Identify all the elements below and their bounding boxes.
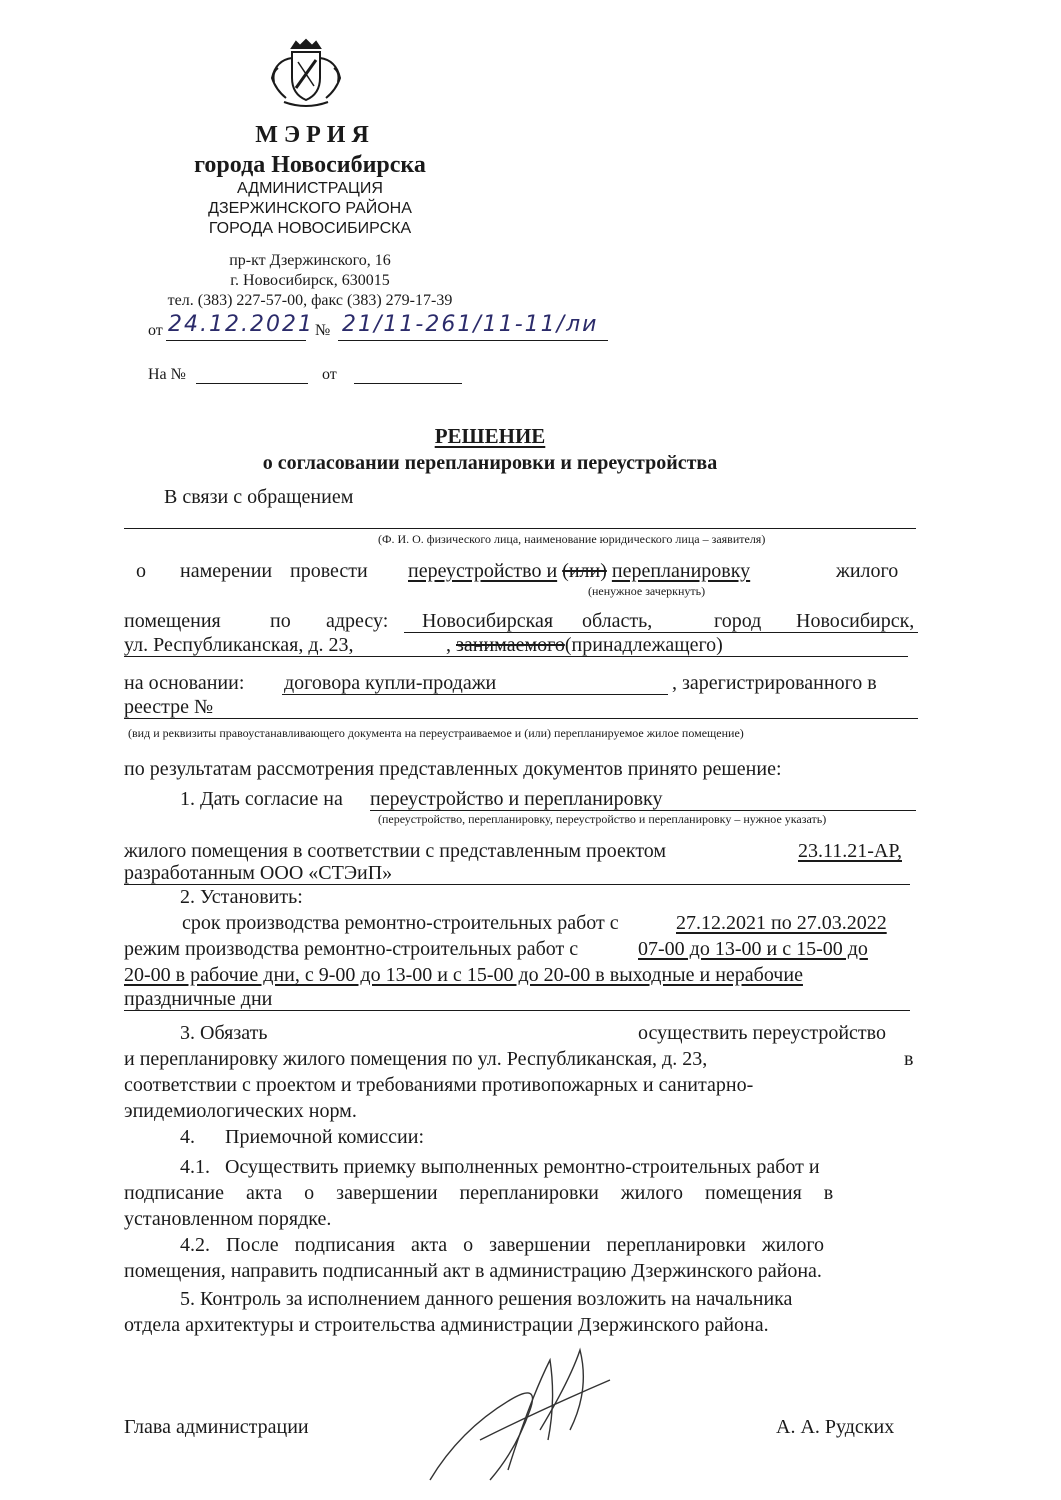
- intent-work-a: переустройство и: [408, 560, 558, 582]
- p41-line-1: 4.1. Осуществить приемку выполненных ремонтно-строительных работ и: [180, 1156, 820, 1178]
- p2-mode-value-2: 20-00 в рабочие дни, с 9-00 до 13-00 и с 15-00 до 20-00 в выходные и нерабочие: [124, 964, 803, 986]
- intent-work-strike: (или): [562, 560, 607, 582]
- p42-line-1: 4.2. После подписания акта о завершении перепланировки жилого: [180, 1234, 825, 1256]
- basis-caption: (вид и реквизиты правоустанавливающего документа на переустраиваемое и (или) перепланируемое жилое помещение): [128, 726, 744, 740]
- p3-line-3: соответствии с проектом и требованиями противопожарных и санитарно-: [124, 1074, 754, 1096]
- signatory-position: Глава администрации: [124, 1416, 309, 1438]
- addr-line-2: ул. Республиканская, д. 23,: [124, 634, 354, 656]
- p2-mode-label: режим производства ремонтно-строительных работ с: [124, 938, 579, 960]
- addr-owned: (принадлежащего): [564, 634, 723, 656]
- number-prefix: №: [315, 322, 331, 339]
- document-title: [0, 424, 980, 449]
- admin-line-3: ГОРОДА НОВОСИБИРСКА: [208, 220, 412, 237]
- p1-value: переустройство и перепланировку: [370, 788, 663, 810]
- ref-prefix: На №: [148, 366, 186, 383]
- addr-value-3: город: [714, 610, 762, 632]
- p2-mode-value-3: праздничные дни: [124, 988, 273, 1010]
- p2-term-label: срок производства ремонтно-строительных работ с: [182, 912, 619, 934]
- address-line-2: г. Новосибирск, 630015: [230, 272, 390, 289]
- addr-label-2: по: [270, 610, 291, 632]
- p3-line-2b: в: [904, 1048, 914, 1070]
- p5-line-2: отдела архитектуры и строительства администрации Дзержинского района.: [124, 1314, 769, 1336]
- registry-label: реестре №: [124, 696, 214, 718]
- p4-label: 4. Приемочной комиссии:: [180, 1126, 425, 1148]
- p1-developer: разработанным ООО «СТЭиП»: [124, 862, 393, 884]
- intro-text: В связи с обращением: [164, 486, 354, 508]
- org-city: города Новосибирска: [194, 152, 426, 178]
- admin-line-2: ДЗЕРЖИНСКОГО РАЙОНА: [208, 200, 412, 217]
- address-line-1: пр-кт Дзержинского, 16: [229, 252, 391, 269]
- basis-tail: , зарегистрированного в: [672, 672, 877, 694]
- addr-label-1: помещения: [124, 610, 221, 632]
- signatory-name: А. А. Рудских: [776, 1416, 895, 1438]
- intent-word-1: о: [136, 560, 146, 582]
- org-title: МЭРИЯ: [255, 122, 375, 148]
- p3-line-4: эпидемиологических норм.: [124, 1100, 357, 1122]
- handwritten-signature: [420, 1340, 620, 1490]
- intent-tail: жилого: [836, 560, 899, 582]
- addr-strike: занимаемого: [456, 634, 565, 656]
- number-value: 21/11-261/11-11/ли: [342, 312, 599, 337]
- title-main: РЕШЕНИЕ: [434, 424, 546, 448]
- addr-value-1: Новосибирская: [422, 610, 554, 632]
- applicant-caption: (Ф. И. О. физического лица, наименование юридического лица – заявителя): [378, 532, 766, 546]
- p3-line-2a: и перепланировку жилого помещения по ул. Республиканская, д. 23,: [124, 1048, 708, 1070]
- p2-mode-value-1: 07-00 до 13-00 и с 15-00 до: [638, 938, 868, 960]
- p1-project: 23.11.21-АР,: [798, 840, 902, 862]
- intent-work: [408, 560, 750, 583]
- ref-from: от: [322, 366, 337, 383]
- basis-label: на основании:: [124, 672, 245, 694]
- p1-caption: (переустройство, перепланировку, переустройство и перепланировку – нужное указать): [378, 812, 827, 826]
- p1-label: 1. Дать согласие на: [180, 788, 343, 810]
- addr-value-2: область,: [582, 610, 653, 632]
- basis-value: договора купли-продажи: [284, 672, 497, 694]
- p42-line-2: помещения, направить подписанный акт в администрацию Дзержинского района.: [124, 1260, 822, 1282]
- p3-label: 3. Обязать: [180, 1022, 268, 1044]
- result-text: по результатам рассмотрения представленных документов принято решение:: [124, 758, 782, 780]
- p41-line-3: установленном порядке.: [124, 1208, 332, 1230]
- addr-value-4: Новосибирск,: [796, 610, 915, 632]
- admin-line-1: АДМИНИСТРАЦИЯ: [237, 180, 383, 197]
- document-subtitle: о согласовании перепланировки и переустройства: [262, 452, 718, 474]
- coat-of-arms-emblem: [262, 38, 350, 110]
- p3-tail: осуществить переустройство: [638, 1022, 886, 1044]
- intent-caption: (ненужное зачеркнуть): [588, 584, 706, 598]
- date-prefix: от: [148, 322, 163, 339]
- phone-line: тел. (383) 227-57-00, факс (383) 279-17-39: [167, 292, 453, 309]
- p2-label: 2. Установить:: [180, 886, 303, 908]
- p1-text: жилого помещения в соответствии с представленным проектом: [124, 840, 667, 862]
- intent-word-2: намерении: [180, 560, 273, 582]
- intent-work-b: перепланировку: [611, 560, 751, 582]
- p2-term-value: 27.12.2021 по 27.03.2022: [676, 912, 887, 934]
- addr-label-3: адресу:: [326, 610, 389, 632]
- intent-word-3: провести: [290, 560, 368, 582]
- date-value: 24.12.2021: [168, 312, 314, 337]
- p5-line-1: 5. Контроль за исполнением данного решения возложить на начальника: [180, 1288, 793, 1310]
- addr-ownership: , занимаемого(принадлежащего): [446, 634, 723, 656]
- p41-line-2: подписание акта о завершении перепланировки жилого помещения в: [124, 1182, 834, 1204]
